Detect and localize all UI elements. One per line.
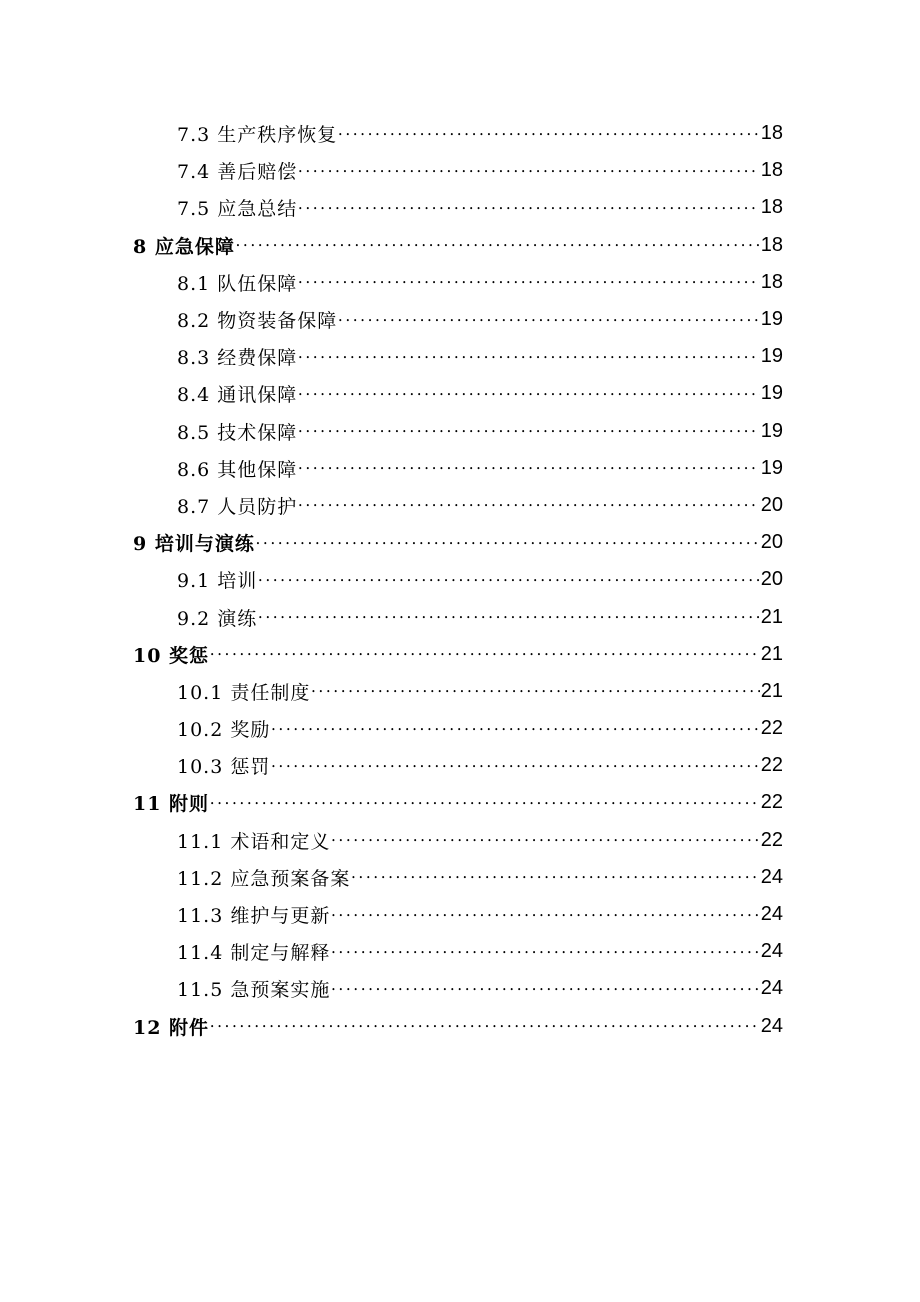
toc-entry-label: 12 附件 — [133, 1016, 210, 1039]
toc-entry[interactable] — [133, 710, 783, 747]
toc-leader-dots — [311, 682, 759, 700]
toc-entry-label: 11.2 应急预案备案 — [177, 867, 351, 890]
toc-entry-label: 11 附则 — [133, 793, 210, 816]
toc-leader-dots — [271, 720, 759, 738]
toc-entry-label: 10.2 奖励 — [177, 719, 271, 742]
toc-entry[interactable] — [133, 970, 783, 1007]
toc-entry-label: 9.2 演练 — [177, 607, 258, 630]
toc-entry-label: 11.5 急预案实施 — [177, 979, 331, 1002]
toc-entry[interactable] — [133, 673, 783, 710]
toc-page-number: 19 — [760, 382, 783, 405]
toc-leader-dots — [298, 162, 759, 180]
toc-entry-label: 8.3 经费保障 — [177, 347, 298, 370]
toc-entry[interactable] — [133, 859, 783, 896]
toc-page-number: 24 — [760, 903, 783, 926]
toc-page-number: 18 — [760, 159, 783, 182]
toc-page-number: 20 — [760, 531, 783, 554]
toc-entry-label: 8.1 队伍保障 — [177, 272, 298, 295]
toc-entry[interactable] — [133, 338, 783, 375]
toc-entry[interactable] — [133, 115, 783, 152]
toc-entry-label: 10.1 责任制度 — [177, 681, 311, 704]
toc-page-number: 22 — [760, 828, 783, 851]
toc-entry[interactable] — [133, 189, 783, 226]
toc-leader-dots — [258, 571, 759, 589]
toc-page-number: 18 — [760, 270, 783, 293]
toc-leader-dots — [331, 831, 759, 849]
toc-entry-label: 8.7 人员防护 — [177, 495, 298, 518]
toc-entry[interactable] — [133, 598, 783, 635]
toc-leader-dots — [331, 906, 759, 924]
toc-page-number: 19 — [760, 456, 783, 479]
toc-page-number: 18 — [760, 233, 783, 256]
toc-entry-label: 8.2 物资装备保障 — [177, 310, 338, 333]
toc-entry[interactable] — [133, 487, 783, 524]
toc-page-number: 21 — [760, 642, 783, 665]
toc-leader-dots — [236, 236, 760, 254]
toc-leader-dots — [331, 943, 759, 961]
toc-entry[interactable] — [133, 301, 783, 338]
toc-entry-label: 8.4 通讯保障 — [177, 384, 298, 407]
toc-page-number: 22 — [760, 754, 783, 777]
toc-leader-dots — [338, 125, 759, 143]
toc-page-number: 18 — [760, 196, 783, 219]
toc-page-number: 18 — [760, 122, 783, 145]
toc-page-number: 21 — [760, 605, 783, 628]
toc-entry[interactable] — [133, 822, 783, 859]
toc-leader-dots — [298, 459, 759, 477]
toc-chapter-entry[interactable] — [133, 636, 783, 673]
toc-entry-label: 10.3 惩罚 — [177, 756, 271, 779]
toc-entry-label: 8 应急保障 — [133, 235, 235, 258]
toc-entry[interactable] — [133, 375, 783, 412]
toc-leader-dots — [298, 199, 759, 217]
toc-chapter-entry[interactable] — [133, 524, 783, 561]
toc-chapter-entry[interactable] — [133, 784, 783, 821]
toc-leader-dots — [298, 422, 759, 440]
toc-entry[interactable] — [133, 747, 783, 784]
toc-page-number: 24 — [760, 977, 783, 1000]
toc-entry-label: 11.4 制定与解释 — [177, 942, 331, 965]
toc-leader-dots — [298, 273, 759, 291]
toc-entry[interactable] — [133, 933, 783, 970]
toc-page-number: 20 — [760, 568, 783, 591]
toc-entry-label: 8.5 技术保障 — [177, 421, 298, 444]
toc-entry-label: 7.5 应急总结 — [177, 198, 298, 221]
toc-leader-dots — [331, 980, 759, 998]
toc-leader-dots — [210, 645, 760, 663]
toc-entry[interactable] — [133, 264, 783, 301]
toc-entry[interactable] — [133, 450, 783, 487]
toc-entry-label: 11.1 术语和定义 — [177, 830, 331, 853]
toc-page-number: 19 — [760, 308, 783, 331]
toc-entry-label: 8.6 其他保障 — [177, 458, 298, 481]
toc-chapter-entry[interactable] — [133, 1008, 783, 1045]
toc-leader-dots — [256, 534, 760, 552]
toc-entry-label: 9 培训与演练 — [133, 533, 255, 556]
toc-leader-dots — [298, 496, 759, 514]
toc-entry[interactable] — [133, 413, 783, 450]
toc-page-number: 24 — [760, 1014, 783, 1037]
table-of-contents — [133, 115, 783, 1045]
toc-page-number: 20 — [760, 493, 783, 516]
toc-page-number: 22 — [760, 791, 783, 814]
toc-page-number: 22 — [760, 717, 783, 740]
toc-entry-label: 9.1 培训 — [177, 570, 258, 593]
toc-chapter-entry[interactable] — [133, 227, 783, 264]
toc-leader-dots — [210, 794, 760, 812]
toc-page-number: 19 — [760, 345, 783, 368]
toc-entry-label: 10 奖惩 — [133, 644, 210, 667]
toc-entry-label: 7.4 善后赔偿 — [177, 161, 298, 184]
toc-leader-dots — [338, 311, 759, 329]
toc-leader-dots — [258, 608, 759, 626]
toc-leader-dots — [271, 757, 759, 775]
toc-leader-dots — [210, 1017, 760, 1035]
toc-entry[interactable] — [133, 561, 783, 598]
toc-page-number: 21 — [760, 679, 783, 702]
toc-page-number: 19 — [760, 419, 783, 442]
toc-entry[interactable] — [133, 152, 783, 189]
toc-page-number: 24 — [760, 865, 783, 888]
toc-page-number: 24 — [760, 940, 783, 963]
toc-leader-dots — [298, 385, 759, 403]
toc-entry-label: 11.3 维护与更新 — [177, 905, 331, 928]
toc-leader-dots — [298, 348, 759, 366]
toc-leader-dots — [351, 868, 759, 886]
toc-entry-label: 7.3 生产秩序恢复 — [177, 124, 338, 147]
toc-entry[interactable] — [133, 896, 783, 933]
